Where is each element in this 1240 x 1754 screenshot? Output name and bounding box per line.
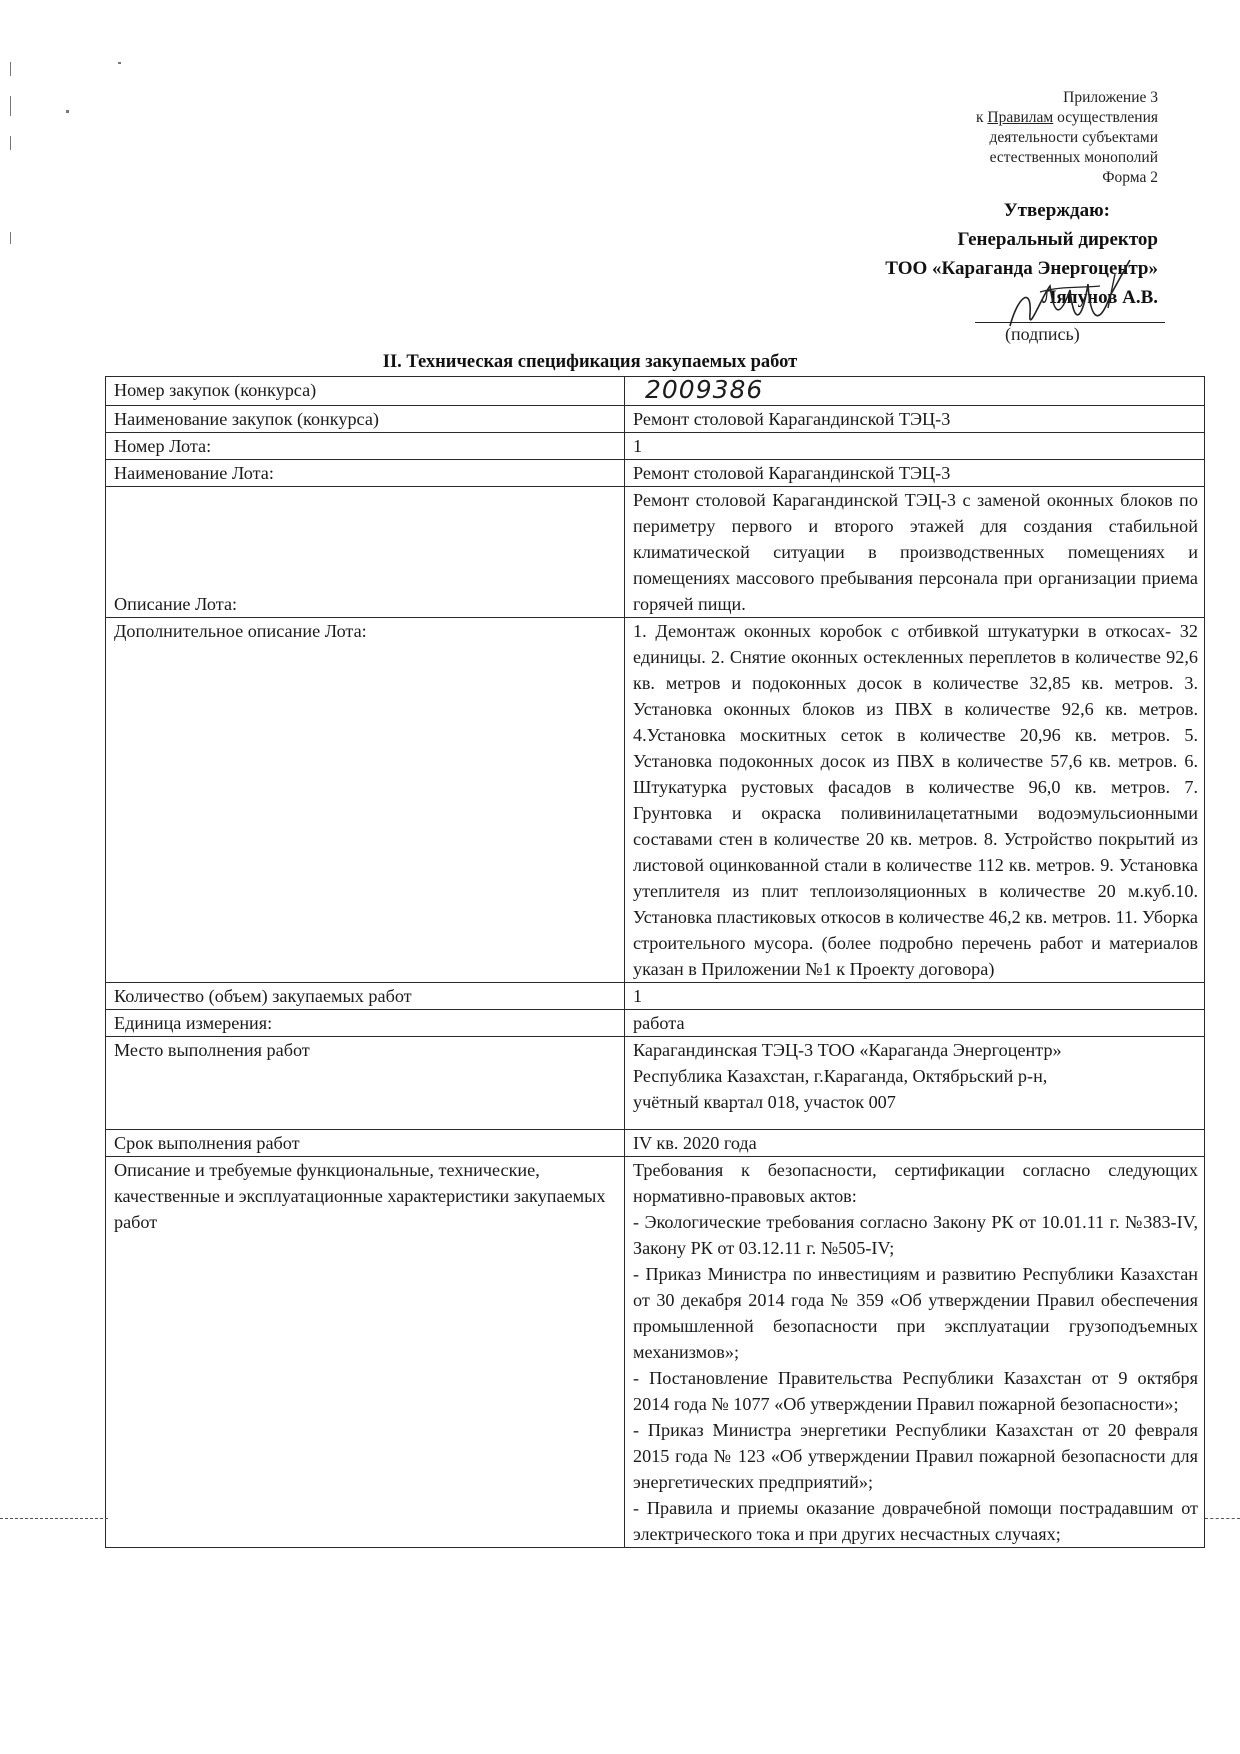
purchase-number: 2009386 bbox=[645, 375, 764, 404]
row-value bbox=[625, 1037, 1205, 1130]
table-row bbox=[106, 433, 1205, 460]
annex-line: Форма 2 bbox=[1102, 169, 1158, 186]
row-value: работа bbox=[625, 1010, 1205, 1037]
value-line: Требования к безопасности, сертификации согласно следующих нормативно-правовых актов: bbox=[633, 1160, 1198, 1206]
row-value: 1 bbox=[625, 983, 1205, 1010]
scan-mark bbox=[10, 136, 11, 150]
row-label: Единица измерения: bbox=[106, 1010, 625, 1037]
row-value: Ремонт столовой Карагандинской ТЭЦ-3 bbox=[625, 460, 1205, 487]
table-row bbox=[106, 460, 1205, 487]
value-line: - Постановление Правительства Республики Казахстан от 9 октября 2014 года № 1077 «Об утверждении Правил пожарной безопасности»; bbox=[633, 1368, 1198, 1414]
annex-line: естественных монополий bbox=[989, 149, 1158, 166]
table-row bbox=[106, 1010, 1205, 1037]
annex-line: Приложение 3 bbox=[1063, 89, 1158, 106]
signature-line bbox=[975, 322, 1165, 323]
approval-line: Утверждаю: bbox=[1003, 200, 1110, 221]
row-label: Место выполнения работ bbox=[106, 1037, 625, 1130]
row-label: Описание Лота: bbox=[106, 487, 625, 618]
table-row bbox=[106, 1037, 1205, 1130]
scan-fold-line bbox=[0, 1518, 108, 1520]
document-title: II. Техническая спецификация закупаемых работ bbox=[382, 352, 798, 372]
value-line: учётный квартал 018, участок 007 bbox=[633, 1092, 896, 1112]
scan-mark bbox=[10, 232, 11, 244]
row-label: Описание и требуемые функциональные, технические, качественные и эксплуатационные характеристики закупаемых работ bbox=[106, 1157, 625, 1548]
annex-line: деятельности субъектами bbox=[989, 129, 1158, 146]
approval-line: Ляпунов А.В. bbox=[1042, 287, 1158, 308]
table-row bbox=[106, 618, 1205, 983]
table-row bbox=[106, 406, 1205, 433]
row-label: Наименование закупок (конкурса) bbox=[106, 406, 625, 433]
value-line: Республика Казахстан, г.Караганда, Октябрьский р-н, bbox=[633, 1066, 1048, 1086]
value-line: - Правила и приемы оказание доврачебной помощи пострадавшим от электрического тока и при других несчастных случаях; bbox=[633, 1498, 1198, 1544]
scan-mark bbox=[66, 110, 69, 113]
row-value: 1. Демонтаж оконных коробок с отбивкой штукатурки в откосах- 32 единицы. 2. Снятие оконных остекленных переплетов в количестве 92,6 кв. метров и подоконных досок в количестве 32,85 кв. метров. 3. Установка оконных блоков из ПВХ в количестве 92,6 кв. метров. 4.Установка москитных сеток в количестве 20,96 кв. метров. 5. Установка подоконных досок из ПВХ в количестве 57,6 кв. метров. 6. Штукатурка рустовых фасадов в количестве 96,0 кв. метров. 7. Грунтовка и окраска поливинилацетатными водоэмульсионными составами стен в количестве 20 кв. метров. 8. Устройство покрытий из листовой оцинкованной стали в количестве 112 кв. метров. 9. Установка утеплителя из плит теплоизоляционных в количестве 20 м.куб.10. Установка пластиковых откосов в количестве 46,2 кв. метров. 11. Уборка строительного мусора. (более подробно перечень работ и материалов указан в Приложении №1 к Проекту договора) bbox=[625, 618, 1205, 983]
table-row bbox=[106, 983, 1205, 1010]
approval-line: ТОО «Караганда Энергоцентр» bbox=[885, 258, 1158, 279]
row-label: Номер Лота: bbox=[106, 433, 625, 460]
table-row bbox=[106, 377, 1205, 406]
row-value: IV кв. 2020 года bbox=[625, 1130, 1205, 1157]
approval-line: Генеральный директор bbox=[957, 229, 1158, 250]
value-line: Карагандинская ТЭЦ-3 ТОО «Караганда Энергоцентр» bbox=[633, 1040, 1062, 1060]
table-row bbox=[106, 487, 1205, 618]
value-line: - Экологические требования согласно Закону РК от 10.01.11 г. №383-IV, Закону РК от 03.12.11 г. №505-IV; bbox=[633, 1212, 1198, 1258]
scan-mark bbox=[10, 62, 11, 76]
row-value: Ремонт столовой Карагандинской ТЭЦ-3 bbox=[625, 406, 1205, 433]
annex-header bbox=[738, 88, 1158, 188]
signature-field bbox=[975, 288, 1165, 348]
table-row bbox=[106, 1130, 1205, 1157]
row-value-handwritten bbox=[625, 377, 1205, 406]
table-row bbox=[106, 1157, 1205, 1548]
scan-fold-line bbox=[1205, 1518, 1240, 1520]
row-value bbox=[625, 1157, 1205, 1548]
row-label: Срок выполнения работ bbox=[106, 1130, 625, 1157]
scan-mark bbox=[118, 62, 121, 64]
row-value: 1 bbox=[625, 433, 1205, 460]
rules-link-text: Правилам bbox=[987, 109, 1054, 126]
value-line: - Приказ Министра по инвестициям и развитию Республики Казахстан от 30 декабря 2014 года № 359 «Об утверждении Правил обеспечения промышленной безопасности при эксплуатации грузоподъемных механизмов»; bbox=[633, 1264, 1198, 1362]
row-value: Ремонт столовой Карагандинской ТЭЦ-3 с заменой оконных блоков по периметру первого и второго этажей для создания стабильной климатической ситуации в производственных помещениях и помещениях массового пребывания персонала при организации приема горячей пищи. bbox=[625, 487, 1205, 618]
row-label: Количество (объем) закупаемых работ bbox=[106, 983, 625, 1010]
specification-table bbox=[105, 376, 1205, 1548]
annex-line: к Правилам осуществления bbox=[975, 109, 1158, 126]
value-line: - Приказ Министра энергетики Республики Казахстан от 20 февраля 2015 года № 123 «Об утверждении Правил пожарной безопасности для энергетических предприятий»; bbox=[633, 1420, 1198, 1492]
scan-mark bbox=[10, 96, 11, 116]
row-label: Наименование Лота: bbox=[106, 460, 625, 487]
row-label: Номер закупок (конкурса) bbox=[106, 377, 625, 406]
signature-caption: (подпись) bbox=[1005, 324, 1080, 344]
row-label: Дополнительное описание Лота: bbox=[106, 618, 625, 983]
